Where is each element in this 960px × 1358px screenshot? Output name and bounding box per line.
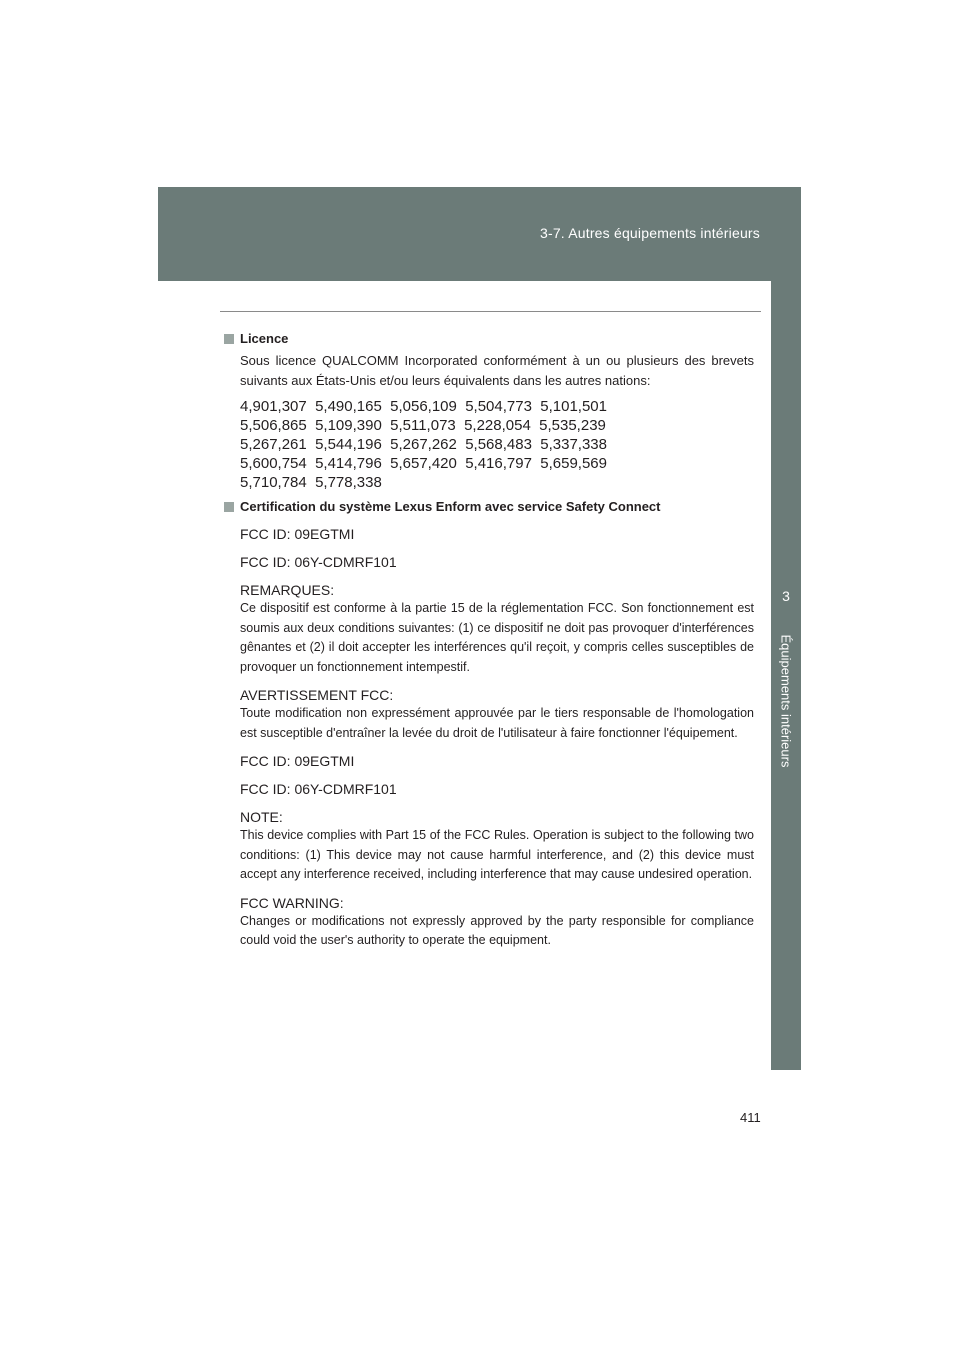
header-rule [220, 311, 761, 312]
patent-list [240, 397, 754, 492]
patent-line: 5,506,865 5,109,390 5,511,073 5,228,054 5,535,239 [240, 417, 606, 434]
warning-text: Changes or modifications not expressly approved by the party responsible for compliance could void the user's authority to operate the equipment. [240, 913, 754, 947]
note-text: This device complies with Part 15 of the FCC Rules. Operation is subject to the following two conditions: (1) This device may not cause harmful interference, and (2) this device must accept any interference received, including interference that may cause undesired operation. [240, 828, 754, 881]
certification-heading-text: Certification du système Lexus Enform avec service Safety Connect [240, 499, 661, 514]
patent-line: 4,901,307 5,490,165 5,056,109 5,504,773 5,101,501 [240, 398, 607, 415]
chapter-side-tab [771, 281, 801, 1070]
remarques-text: Ce dispositif est conforme à la partie 15 de la réglementation FCC. Son fonctionnement est soumis aux deux conditions suivantes: (1) ce dispositif ne doit pas provoquer d'interférences gênantes et (2) il doit accepter les interférences qu'il reçoit, y compris celles susceptibles de provoquer un fonctionnement intempestif. [240, 601, 754, 674]
certification-heading [224, 498, 754, 516]
license-text: Sous licence QUALCOMM Incorporated conformément à un ou plusieurs des brevets suivants aux États-Unis et/ou leurs équivalents dans les autres nations: [240, 353, 754, 388]
avertissement-label: AVERTISSEMENT FCC: [240, 687, 394, 703]
chapter-header [158, 187, 801, 281]
patent-line: 5,267,261 5,544,196 5,267,262 5,568,483 5,337,338 [240, 436, 607, 453]
fcc-id: FCC ID: 09EGTMI [240, 526, 355, 542]
page-number: 411 [740, 1110, 761, 1125]
note-label: NOTE: [240, 809, 283, 825]
license-section [224, 330, 754, 492]
certification-section [224, 498, 754, 951]
square-bullet-icon [224, 334, 234, 344]
license-heading-text: Licence [240, 331, 289, 346]
patent-line: 5,600,754 5,414,796 5,657,420 5,416,797 5,659,569 [240, 455, 607, 472]
chapter-side-label: Équipements intérieurs [778, 634, 794, 768]
chapter-title: 3-7. Autres équipements intérieurs [539, 225, 760, 241]
page-content [224, 330, 754, 960]
square-bullet-icon [224, 502, 234, 512]
fcc-id: FCC ID: 06Y-CDMRF101 [240, 554, 397, 570]
fcc-id: FCC ID: 06Y-CDMRF101 [240, 781, 397, 797]
remarques-label: REMARQUES: [240, 582, 335, 598]
chapter-number: 3 [782, 588, 790, 604]
fcc-id: FCC ID: 09EGTMI [240, 753, 355, 769]
patent-line: 5,710,784 5,778,338 [240, 474, 382, 491]
license-heading [224, 330, 754, 348]
avertissement-text: Toute modification non expressément approuvée par le tiers responsable de l'homologation est susceptible d'entraîner la levée du droit de l'utilisateur à faire fonctionner l'équipement. [240, 706, 754, 740]
warning-label: FCC WARNING: [240, 894, 344, 911]
